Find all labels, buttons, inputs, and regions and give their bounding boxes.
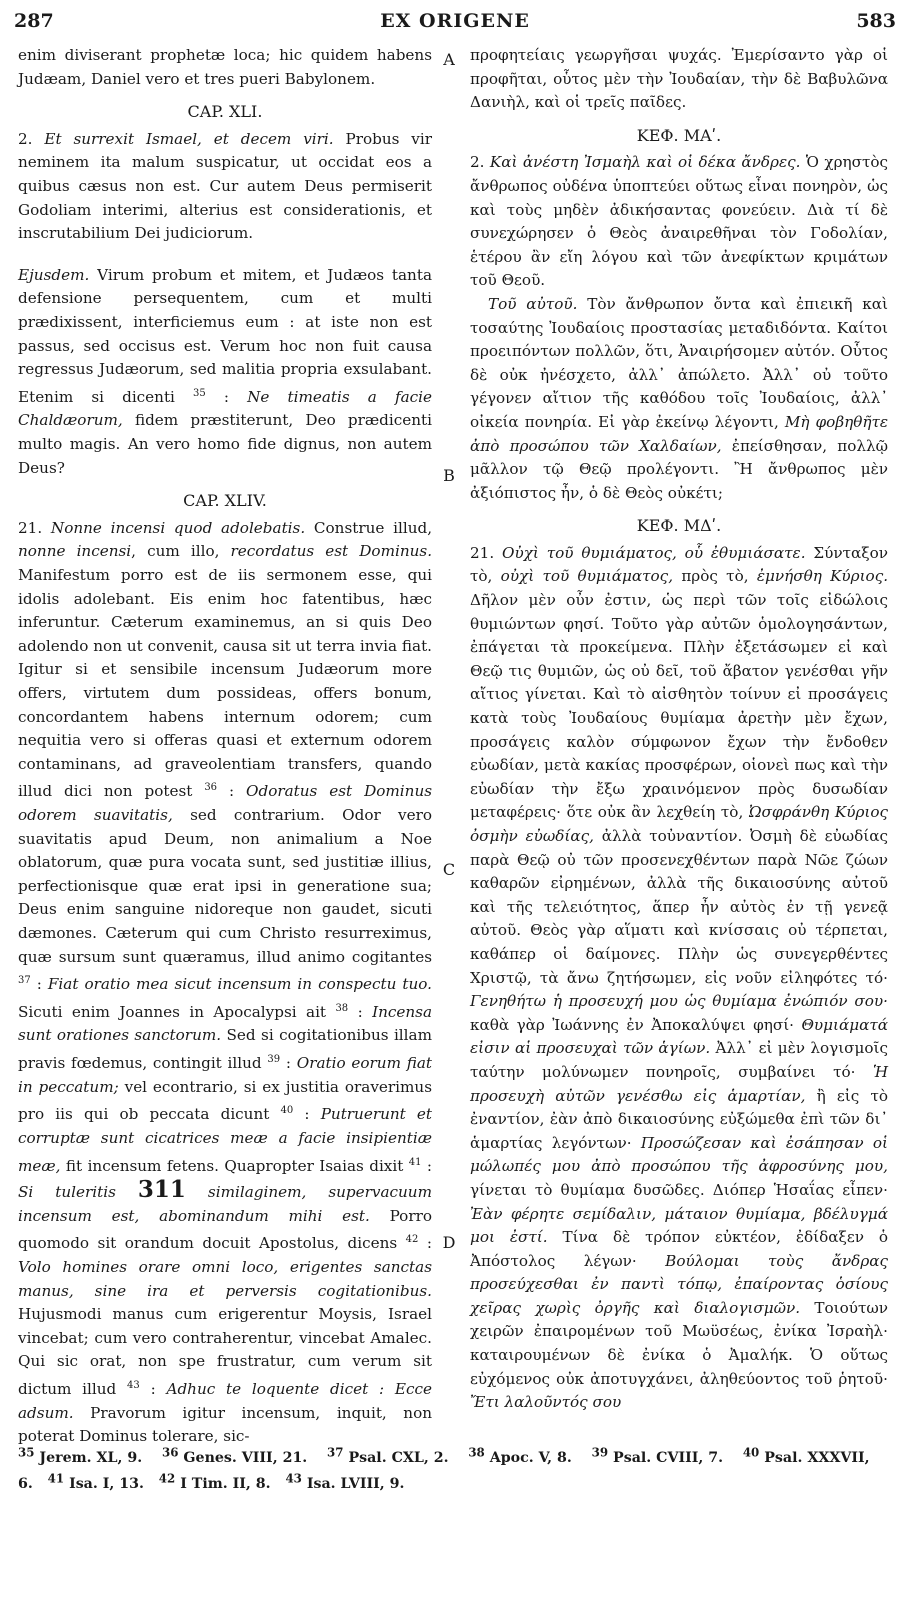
ejusdem-label: Ejusdem. — [18, 265, 90, 284]
commentary-text: vel econtrario, si ex justitia oraverimus pro iis qui ob peccata dicunt — [18, 1077, 432, 1124]
tou-autou-label: Τοῦ αὐτοῦ. — [488, 294, 578, 313]
latin-column — [18, 44, 432, 1449]
footnote-ref: 38 — [335, 1002, 349, 1014]
footnote-38: $^{38}$ Apoc. V, 8. — [468, 1445, 572, 1466]
greek-column — [470, 44, 888, 1415]
commentary-text: Virum probum et mitem, et Judæos tanta defensione persequentem, cum et multi prædixissent, interficiemus eum : at iste non est passus, sed occisus est. Verum hoc non fuit causa regressus Judæorum, sed malitia propria exsulabant. Etenim si dicenti — [18, 265, 432, 406]
footnote-ref: 37 — [18, 975, 31, 987]
scripture-quote: Προσώζεσαν καὶ ἐσάπησαν οἱ μώλωπές μου ἀπὸ προσώπου τῆς ἀφροσύνης μου, — [470, 1133, 888, 1176]
commentary-text: Porro quomodo sit orandum docuit Apostolus, dicens — [18, 1206, 432, 1253]
footnote-ref: 42 — [405, 1234, 419, 1246]
scripture-quote: Odoratus est Dominus odorem suavitatis, — [18, 782, 433, 824]
scripture-quote: Si tuleritis — [18, 1183, 116, 1202]
commentary-text: Construe illud, — [313, 518, 433, 537]
verse-number: 21. — [470, 543, 495, 562]
commentary-text: Τίνα δὲ τρόπον εὐκτέον, ἐδίδαξεν ὁ Ἀπόστολος λέγων· — [470, 1228, 889, 1270]
footnote-43: $^{43}$ Isa. LVIII, 9. — [285, 1471, 405, 1493]
lemma: Οὐχὶ τοῦ θυμιάματος, οὗ ἐθυμιάσατε. — [502, 543, 806, 562]
commentary-text: fidem præstiterunt, Deo prædicenti multo magis. An vero homo fide dignus, non autem Deus? — [18, 411, 433, 477]
greek-intro: προφητείαις γεωργῆσαι ψυχάς. Ἐμερίσαντο γὰρ οἱ προφῆται, οὗτος μὲν τὴν Ἰουδαίαν, τὴν δὲ Βαβυλῶνα Δανιὴλ, καὶ οἱ τρεῖς παῖδες. — [470, 46, 888, 112]
commentary-text: Sicuti enim Joannes in Apocalypsi ait — [18, 1002, 327, 1021]
scripture-quote: similaginem, supervacuum incensum est, abominandum mihi est. — [18, 1183, 432, 1225]
commentary-text: , cum illo, — [131, 542, 220, 561]
scripture-quote: Βούλομαι τοὺς ἄνδρας προσεύχεσθαι ἐν παντὶ τόπῳ, ἐπαίροντας ὁσίους χεῖρας χωρὶς ὀργῆς καὶ διαλογισμῶν. — [470, 1251, 889, 1317]
latin-chapter-41-text — [18, 128, 432, 246]
verse-number: 2. — [470, 153, 485, 172]
running-title: EX ORIGENE — [380, 10, 530, 32]
footnote-37: $^{37}$ Psal. CXL, 2. — [327, 1445, 449, 1466]
commentary-text: fit incensum fetens. Quapropter Isaias dixit — [65, 1156, 404, 1175]
margin-letter-d: D — [442, 1233, 456, 1252]
commentary-text: Τὸν ἄνθρωπον ὄντα καὶ ἐπιεικῆ καὶ τοσαύτης Ἰουδαίοις προστασίας μεταδιδόντα. Καίτοι προειπόντων πολλῶν, ὅτι, Ἀναιρήσομεν αὐτόν. Οὗτος δὲ οὐκ ἠνέσχετο, ἀλλ᾽ ἀπώλετο. Ἀλλ᾽ οὐ τοῦτο γέγονεν αἴτιον τῆς καθόδου τοῖς Ἰουδαίοις, ἀλλ᾽ οἰκεία πονηρία. Εἰ γὰρ ἐκείνῳ λέγοντι, — [470, 294, 888, 431]
commentary-text: sed contrarium. Odor vero suavitatis apud Deum, non animalium a Noe oblatorum, quæ pura vocata sunt, sed justitiæ illius, perfectionisque quæ erat ipsi in generatione sua; Deus enim sanguine nidoreque non gaudet, sicuti dæmones. Cæterum qui cum Christo resurreximus, quæ sursum sunt quæramus, illud animo cogitantes — [18, 805, 433, 966]
greek-tou-autou-text — [470, 293, 888, 505]
footnote-ref: 36 — [204, 782, 218, 794]
commentary-text: Τοιούτων χειρῶν ἐπαιρομένων τοῦ Μωϋσέως, ἐνίκα Ἰσραὴλ· καταιρουμένων δὲ ἐνίκα ὁ Ἀμαλήκ. Ὁ οὕτως εὐχόμενος οὐκ ἀποτυγχάνει, ἀληθεύοντος τοῦ ῥητοῦ· — [470, 1298, 888, 1388]
scripture-quote: Putruerunt et corruptæ sunt cicatrices meæ a facie insipientiæ meæ, — [18, 1105, 432, 1175]
footnote-ref: 43 — [127, 1379, 140, 1391]
scripture-quote: ἐμνήσθη Κύριος. — [756, 567, 889, 586]
commentary-text: Σύνταξον τὸ, — [470, 543, 888, 586]
greek-chapter-41-text — [470, 151, 888, 293]
footnote-ref: 40 — [280, 1105, 294, 1117]
lemma: Καὶ ἀνέστη Ἰσμαὴλ καὶ οἱ δέκα ἄνδρες. — [489, 153, 801, 172]
scripture-quote: Ἡ προσευχὴ αὐτῶν γενέσθω εἰς ἁμαρτίαν, — [470, 1062, 889, 1105]
commentary-text: Ὁ χρηστὸς ἄνθρωπος οὐδένα ὑποπτεύει οὕτως εἶναι πονηρὸν, ὡς καὶ τοὺς μηδὲν ἀδικήσαντας φονεύειν. Διὰ τί δὲ συνεχώρησεν ὁ Θεὸς ἀναιρεθῆναι τὸν Γοδολίαν, ἑτέρου ἂν εἴη λόγου καὶ τῶν ἀνεφίκτων κριμάτων τοῦ Θεοῦ. — [470, 153, 889, 290]
footnote-40: $^{40}$ Psal. XXXVII, 6. — [18, 1445, 870, 1493]
verse-number: 2. — [18, 129, 33, 148]
scripture-quote: Μὴ φοβηθῆτε ἀπὸ προσώπου τῶν Χαλδαίων, — [470, 412, 889, 455]
latin-intro: enim diviserant prophetæ loca; hic quidem habens Judæam, Daniel vero et tres pueri Babylonem. — [18, 46, 432, 88]
scripture-quote: Ἔτι λαλοῦντός σου — [470, 1393, 622, 1412]
margin-letter-a: A — [443, 50, 455, 69]
commentary-text: Δῆλον μὲν οὖν ἐστιν, ὡς περὶ τῶν τοῖς εἰδώλοις θυμιώντων φησί. Τοῦτο γὰρ αὐτῶν ὁμολογησάντων, ἐπάγεται τὰ προκείμενα. Πλὴν ἐξετάσωμεν εἰ καὶ Θεῷ τις θυμιῶν, ὡς οὐ δεῖ, τοῦ ἄβατον γενέσθαι γῆν αἴτιος γίνεται. Καὶ τὸ αἰσθητὸν τοίνυν εἰ προσάγεις κατὰ τοὺς Ἰουδαίους θυμίαμα ἀρετὴν μὲν ἔχων, προσάγεις καλὸν σύμφωνον ἔχων τὴν ἔνδοθεν εὐωδίαν, μετὰ κακίας προσφέρων, οἱονεὶ πως καὶ τὴν εὐωδίαν τὴν ἔξω χραινόμενον πρὸς δυσωδίαν μεταφέρεις· ὅτε οὐκ ἂν λεχθείη τὸ, — [470, 591, 888, 822]
lemma: Nonne incensi quod adolebatis. — [50, 518, 306, 537]
scripture-quote: Oratio eorum fiat in peccatum; — [18, 1054, 433, 1096]
scripture-quote: Ne timeatis a facie Chaldæorum, — [18, 387, 433, 430]
scripture-quote: recordatus est Dominus. — [230, 542, 433, 561]
running-header — [14, 10, 896, 38]
scripture-quote: οὐχὶ τοῦ θυμιάματος, — [500, 567, 674, 586]
footnote-39: $^{39}$ Psal. CVIII, 7. — [591, 1445, 724, 1466]
greek-chapter-41-heading: ΚΕΦ. ΜΑʹ. — [636, 125, 722, 145]
commentary-text: ἢ εἰς τὸ ἐναντίον, ἐὰν ἀπὸ δικαιοσύνης εὐξώμεθα ἐπὶ τῶν δι᾽ ἁμαρτίας λεγόντων· — [470, 1086, 888, 1152]
commentary-text: ἀλλὰ τοὐναντίον. Ὀσμὴ δὲ εὐωδίας παρὰ Θεῷ οὐ τῶν προσενεχθέντων παρὰ Νῶε ζώων καθαρῶν εἰρημένων, ἀλλὰ τῆς δικαιοσύνης αὐτοῦ καὶ τῆς τελειότητος, ἅπερ ἦν αὐτὸς ἐν τῇ γενεᾷ αὐτοῦ. Θεὸς γὰρ αἵματι καὶ κνίσσαις οὐ τέρπεται, καθάπερ οἱ δαίμονες. Πλὴν ὡς συνεγερθέντες Χριστῷ, τὰ ἄνω ζητήσωμεν, εἰς νοῦν εἰληφότες τό· — [470, 827, 889, 987]
footnote-ref: 39 — [267, 1054, 281, 1065]
footnote-ref: 35 — [193, 387, 206, 399]
footnote-42: $^{42}$ I Tim. II, 8. — [158, 1471, 271, 1493]
commentary-text: Manifestum porro est de iis sermonem esse, qui idolis adolebant. Eis enim hoc fatentibus, hæc inferuntur. Cæterum examinemus, an si quis Deo adolendo non ut convenit, causa sit ut terra invia fiat. Igitur si et sensibile incensum Judæorum more offers, virtutem dum possideas, offers bonum, concordantem habens internum odorem; cum nequitia vero si offeras quasi et externum odorem contaminans, ad graveolentiam transfers, quando illud dici non potest — [18, 565, 432, 801]
commentary-text: Probus vir neminem ita malum suspicatur, ut occidat eos a quibus cæsus non est. Cur autem Deus permiserit Godoliam interimi, alterius est considerationis, et inscrutabilium Dei judiciorum. — [18, 129, 432, 243]
footnote-ref: 41 — [408, 1156, 422, 1168]
column-number-right: 583 — [856, 10, 896, 32]
commentary-text: ἐπείσθησαν, πολλῷ μᾶλλον τῷ Θεῷ προλέγοντι. Ἢ ἄνθρωπος μὲν ἀξιόπιστος ἦν, ὁ δὲ Θεὸς οὐκέτι; — [470, 436, 888, 502]
scripture-quote: Adhuc te loquente dicet : Ecce adsum. — [18, 1380, 433, 1422]
column-number-left: 287 — [14, 10, 54, 32]
scripture-quote: Γενηθήτω ἡ προσευχή μου ὡς θυμίαμα ἐνώπιόν σου· — [470, 992, 888, 1011]
latin-chapter-44-heading: CAP. XLIV. — [183, 491, 267, 511]
footnote-41: $^{41}$ Isa. I, 13. — [47, 1471, 144, 1493]
scripture-quote: Incensa sunt orationes sanctorum. — [18, 1002, 432, 1045]
commentary-text: Sed si cogitationibus illam pravis fœdemus, contingit illud — [18, 1026, 432, 1073]
scripture-quote: Θυμιάματά εἰσιν αἱ προσευχαὶ τῶν ἁγίων. — [470, 1015, 888, 1058]
commentary-text: πρὸς τὸ, — [681, 567, 749, 586]
commentary-text: Ἀλλ᾽ εἰ μὲν λογισμοῖς ταύτην μολύνωμεν πονηροῖς, συμβαίνει τό· — [470, 1039, 888, 1081]
scripture-quote: Fiat oratio mea sicut incensum in conspectu tuo. — [47, 975, 432, 994]
commentary-text: Hujusmodi manus cum erigerentur Moysis, Israel vincebat; cum vero contraherentur, vincebat Amalec. Qui sic orat, non spe frustratur, cum verum sit dictum illud — [18, 1305, 432, 1399]
footnote-36: $^{36}$ Genes. VIII, 21. — [162, 1445, 308, 1466]
latin-ejusdem-text: Ejusdem. Virum probum et mitem, et Judæos tanta defensione persequentem, cum et multi prædixissent, interficiemus eum : at iste non est passus, sed occisus est. Verum hoc non fuit causa regressus Judæorum, sed malitia propria exsulabant. Etenim si dicenti $^{35}$ : Ne timeatis a facie Chaldæorum, fidem præstiterunt, Deo prædicenti multo magis. An vero homo fide dignus, non autem Deus? — [18, 265, 433, 477]
greek-chapter-44-heading: ΚΕΦ. ΜΔʹ. — [636, 516, 722, 536]
greek-chapter-44-text — [470, 542, 888, 1415]
scripture-quote: Ἐὰν φέρητε σεμίδαλιν, μάταιον θυμίαμα, βδέλυγμά μοι ἐστί. — [470, 1204, 888, 1247]
scripture-quote: Ὠσφράνθη Κύριος ὀσμὴν εὐωδίας, — [470, 803, 889, 845]
margin-letter-c: C — [442, 860, 456, 879]
scripture-quote: nonne incensi — [18, 542, 132, 561]
verse-number: 21. — [18, 518, 43, 537]
footnotes — [18, 1442, 892, 1495]
latin-chapter-44-text: 21. Nonne incensi quod adolebatis. Construe illud, nonne incensi, cum illo, recordatus est Dominus. Manifestum porro est de iis sermonem esse, qui idolis adolebant. Eis enim hoc fatentibus, hæc inferuntur. Cæterum examinemus, an si quis Deo adolendo non ut convenit, causa sit ut terra invia fiat. Igitur si et sensibile incensum Judæorum more offers, virtutem dum possideas, offers bonum, concordantem habens internum odorem; cum nequitia vero si offeras quasi et externum odorem contaminans, ad graveolentiam transfers, quando illud dici non potest $^{36}$ : Odoratus est Dominus odorem suavitatis, sed contrarium. Odor vero suavitatis apud Deum, non animalium a Noe oblatorum, quæ pura vocata sunt, sed justitiæ illius, perfectionisque quæ erat ipsi in generatione sua; Deus enim sanguine nidoreque non gaudet, sicuti dæmones. Cæterum qui cum Christo resurreximus, quæ sursum sunt quæramus, illud animo cogitantes $^{37}$ : Fiat oratio mea sicut incensum in conspectu tuo. Sicuti enim Joannes in Apocalypsi ait $^{38}$ : Incensa sunt orationes sanctorum. Sed si cogitationibus illam pravis fœdemus, contingit illud $^{39}$ : Oratio eorum fiat in peccatum; vel econtrario, si ex justitia oraverimus pro iis qui ob peccata dicunt $^{40}$ : Putruerunt et corruptæ sunt cicatrices meæ a facie insipientiæ meæ, fit incensum fetens. Quapropter Isaias dixit $^{41}$ : Si tuleritis 311 similaginem, supervacuum incensum est, abominandum mihi est. Porro quomodo sit orandum docuit Apostolus, dicens $^{42}$ : Volo homines orare omni loco, erigentes sanctas manus, sine ira et perversis cogitationibus. Hujusmodi manus cum erigerentur Moysis, Israel vincebat; cum vero contraherentur, vincebat Amalec. Qui sic orat, non spe frustratur, cum verum sit dictum illud $^{43}$ : Adhuc te loquente dicet : Ecce adsum. Pravorum igitur incensum, inquit, non poterat Dominus tolerare, sic- — [18, 518, 433, 1446]
commentary-text: καθὰ γὰρ Ἰωάννης ἐν Ἀποκαλύψει φησί· — [470, 1015, 794, 1034]
margin-letter-b: B — [443, 466, 455, 485]
latin-chapter-41-heading: CAP. XLI. — [187, 102, 263, 122]
scripture-quote: Volo homines orare omni loco, erigentes sanctas manus, sine ira et perversis cogitationibus. — [18, 1258, 432, 1300]
commentary-text: γίνεται τὸ θυμίαμα δυσῶδες. Διόπερ Ἡσαΐας εἶπεν· — [470, 1180, 888, 1199]
commentary-text: Pravorum igitur incensum, inquit, non poterat Dominus tolerare, sic- — [18, 1403, 433, 1446]
lemma: Et surrexit Ismael, et decem viri. — [44, 129, 334, 148]
footnote-35: $^{35}$ Jerem. XL, 9. — [18, 1445, 143, 1466]
column-marker: 311 — [137, 1176, 186, 1204]
